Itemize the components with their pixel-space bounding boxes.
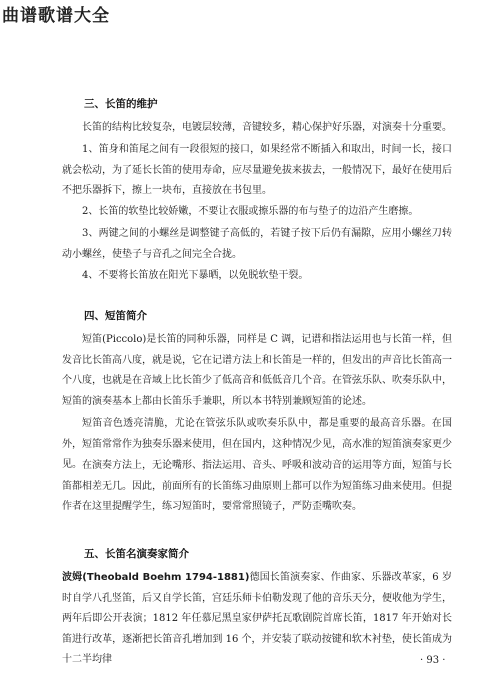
page-number: · 93 · (420, 655, 446, 666)
section-heading-maintenance: 三、长笛的维护 (84, 98, 158, 110)
paragraph: 短笛(Piccolo)是长笛的同种乐器，同样是 C 调，记谱和指法运用也与长笛一样，但发音比长笛高八度，就是说，它在记谱方法上和长笛是一样的，但发出的声音比长笛高一个八度，也就是在音域上比长笛少了低高音和低低音几个音。在管弦乐队、吹奏乐队中，短笛的演奏基本上都由长笛乐手兼职，所以本书特别兼顾短笛的论述。 (62, 334, 452, 407)
paragraph: 3、两键之间的小螺丝是调整键子高低的，若键子按下后仍有漏隙，应用小螺丝刀转动小螺丝，使垫子与音孔之间完全合拢。 (62, 228, 452, 260)
section-heading-flutists: 五、长笛名演奏家简介 (84, 548, 189, 560)
paragraph: 在演奏方法上，无论嘴形、指法运用、音头、呼吸和波动音的运用等方面，短笛与长笛都相差无几。因此，前面所有的长笛练习曲原则上都可以作为短笛练习曲来使用。但提作者在这里提醒学生，练习短笛时，要常常照镜子，严防歪嘴吹奏。 (62, 460, 452, 512)
paragraph: 长笛的结构比较复杂，电镀层较薄，音键较多，精心保护好乐器，对演奏十分重要。 (82, 122, 452, 133)
watermark-logo: 曲谱歌谱大全 (2, 6, 110, 26)
paragraph: 短笛音色透亮清脆，尤论在管弦乐队或吹奏乐队中，都是重要的最高音乐器。在国外，短笛常常作为独奏乐器来使用，但在国内，这种情况少见，高水准的短笛演奏家更少见。 (62, 418, 452, 470)
section-heading-piccolo: 四、短笛简介 (84, 310, 147, 322)
biography-text: 德国长笛演奏家、作曲家、乐器改革家，6 岁时自学八孔竖笛，后又自学长笛，宫廷乐师卡伯勒发现了他的音乐天分，便收他为学生，两年后即公开表演；1812 年任慕尼黑皇家伊萨托瓦歌剧院首席长笛，1817 年开始对长笛进行改革，逐渐把长笛音孔增加到 16 个，并安装了联动按键和软木衬垫，使长笛成为十二半均律 (62, 572, 452, 665)
flutist-name: 波姆(Theobald Boehm 1794-1881) (62, 572, 250, 583)
paragraph: 1、笛身和笛尾之间有一段很短的接口，如果经常不断插入和取出，时间一长，接口就会松动，为了延长长笛的使用寿命，应尽量避免拔来拔去，一般情况下，最好在使用后不把乐器拆下，擦上一块布，直接放在书包里。 (62, 144, 452, 196)
paragraph: 2、长笛的软垫比较娇嫩，不要让衣服或擦乐器的布与垫子的边沿产生磨擦。 (82, 206, 419, 217)
biography-paragraph (62, 568, 452, 671)
paragraph: 4、不要将长笛放在阳光下暴晒，以免脱软垫干裂。 (82, 270, 309, 281)
